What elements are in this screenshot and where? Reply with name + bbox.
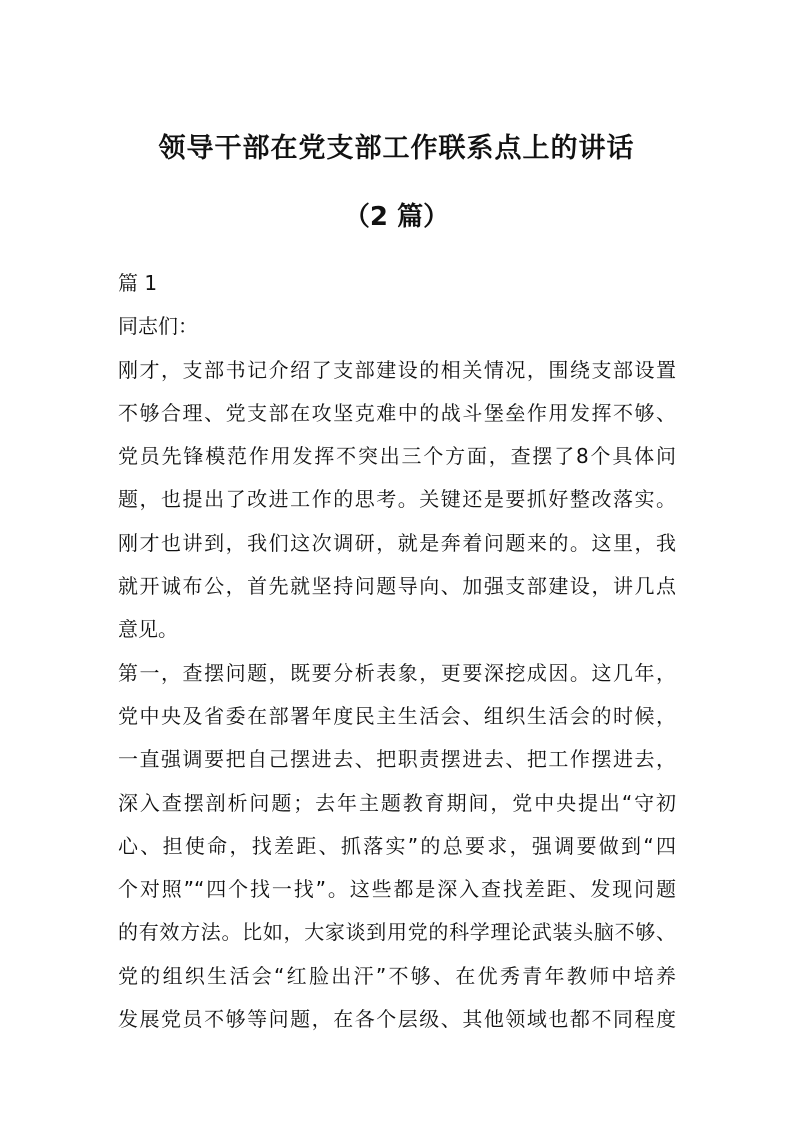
body-line: 党员先锋模范作用发挥不突出三个方面，查摆了8个具体问: [118, 444, 676, 469]
body-line: 个对照”“四个找一找”。这些都是深入查找差距、发现问题: [118, 877, 676, 902]
body-line: 意见。: [118, 617, 178, 642]
body-line: 心、担使命，找差距、抓落实”的总要求，强调要做到“四: [118, 833, 676, 858]
greeting: 同志们：: [118, 314, 198, 339]
document-subtitle: （2 篇）: [343, 202, 450, 232]
body-line: 党中央及省委在部署年度民主生活会、组织生活会的时候，: [118, 703, 676, 728]
body-line: 刚才，支部书记介绍了支部建设的相关情况，围绕支部设置: [118, 357, 676, 382]
section-label: 篇 1: [118, 271, 158, 295]
body-line: 题，也提出了改进工作的思考。关键还是要抓好整改落实。: [118, 487, 676, 512]
body-line: 就开诚布公，首先就坚持问题导向、加强支部建设，讲几点: [118, 574, 676, 599]
document-body: [118, 262, 676, 1041]
body-line: 发展党员不够等问题，在各个层级、其他领域也都不同程度: [118, 1007, 676, 1032]
body-line: 一直强调要把自己摆进去、把职责摆进去、把工作摆进去，: [118, 747, 676, 772]
document-title: 领导干部在党支部工作联系点上的讲话: [158, 133, 635, 164]
body-line: 不够合理、党支部在攻坚克难中的战斗堡垒作用发挥不够、: [118, 400, 676, 425]
body-line: 的有效方法。比如，大家谈到用党的科学理论武装头脑不够、: [118, 920, 676, 945]
body-paragraphs: [118, 349, 676, 1042]
body-line: 第一，查摆问题，既要分析表象，更要深挖成因。这几年，: [118, 660, 676, 685]
body-line: 刚才也讲到，我们这次调研，就是奔着问题来的。这里，我: [118, 530, 676, 555]
body-line: 党的组织生活会“红脸出汗”不够、在优秀青年教师中培养: [118, 963, 676, 988]
body-line: 深入查摆剖析问题；去年主题教育期间，党中央提出“守初: [118, 790, 676, 815]
